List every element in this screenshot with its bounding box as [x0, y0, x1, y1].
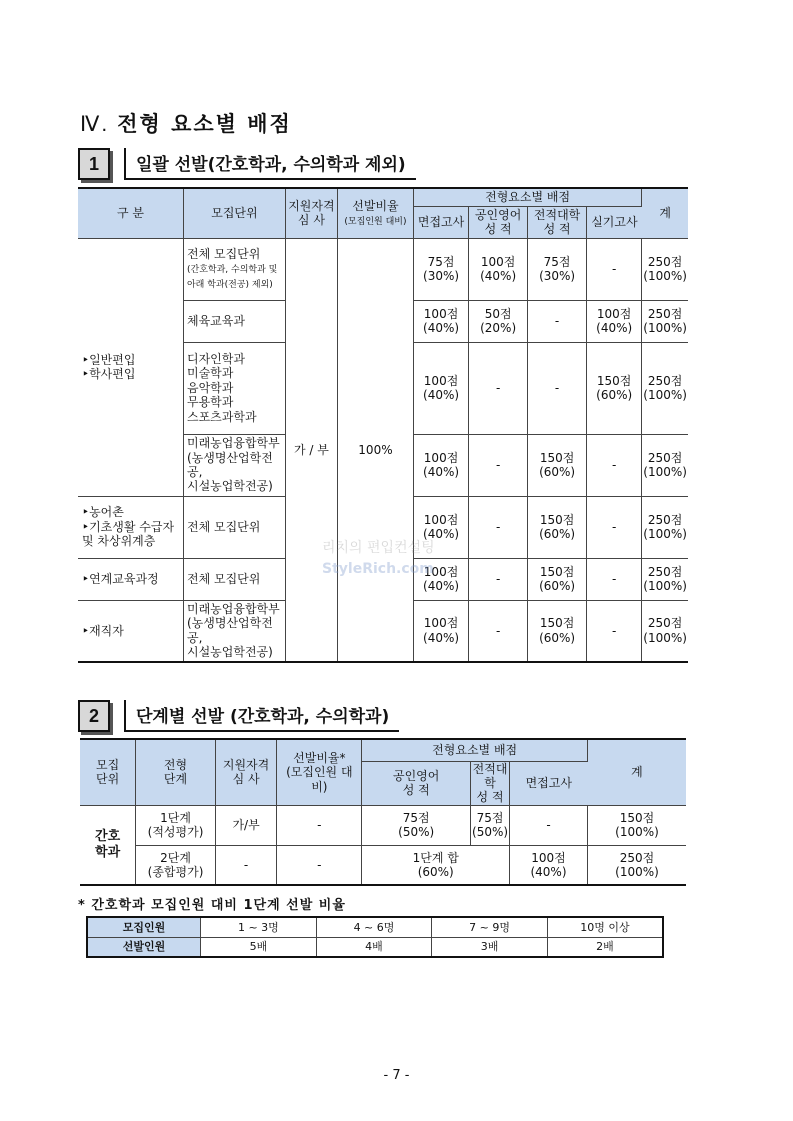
- english-cell: 75점 (50%): [362, 805, 471, 845]
- recruit-count-label: 모집인원: [87, 917, 201, 937]
- interview-cell: 100점 (40%): [413, 434, 468, 496]
- group-farm: ‣농어촌 ‣기초생활 수급자 및 차상위계층: [78, 496, 183, 558]
- section1-number: 1: [78, 148, 110, 180]
- recruit-count-cell: 4 ~ 6명: [316, 917, 432, 937]
- select-count-cell: 2배: [547, 937, 663, 957]
- total-cell: 250점 (100%): [642, 496, 688, 558]
- interview-cell: 100점 (40%): [413, 558, 468, 600]
- group-linked: ‣연계교육과정: [78, 558, 183, 600]
- unit-cell: 디자인학과 미술학과 음악학과 무용학과 스포츠과학과: [183, 342, 285, 434]
- unit-cell: 미래농업융합학부 (농생명산업학전공, 시설농업학전공): [183, 434, 285, 496]
- select-count-label: 선발인원: [87, 937, 201, 957]
- english-cell: -: [469, 434, 528, 496]
- total-cell: 250점 (100%): [642, 300, 688, 342]
- recruit-count-cell: 10명 이상: [547, 917, 663, 937]
- prev-college-cell: 150점 (60%): [528, 496, 587, 558]
- unit-cell: 미래농업융합학부 (농생명산업학전공, 시설농업학전공): [183, 600, 285, 662]
- ratio-value: 100%: [337, 238, 413, 662]
- total-cell: 250점 (100%): [587, 845, 686, 885]
- english-cell: -: [469, 558, 528, 600]
- interview-cell: -: [510, 805, 588, 845]
- header-interview: 면접고사: [413, 206, 468, 238]
- section1-title: 일괄 선발(간호학과, 수의학과 제외): [124, 148, 416, 180]
- s2-header-ratio: 선발비율* (모집인원 대비): [277, 739, 362, 805]
- section2-title: 단계별 선발 (간호학과, 수의학과): [124, 700, 399, 732]
- s2-header-stage: 전형 단계: [136, 739, 216, 805]
- prev-college-cell: -: [528, 342, 587, 434]
- practical-cell: -: [587, 496, 642, 558]
- chapter-title: [80, 108, 292, 138]
- english-cell: 50점 (20%): [469, 300, 528, 342]
- english-cell: -: [469, 342, 528, 434]
- total-cell: 250점 (100%): [642, 600, 688, 662]
- practical-cell: 150점 (60%): [587, 342, 642, 434]
- interview-cell: 75점 (30%): [413, 238, 468, 300]
- interview-cell: 100점 (40%): [413, 496, 468, 558]
- section1-table: [78, 187, 688, 663]
- total-cell: 150점 (100%): [587, 805, 686, 845]
- total-cell: 250점 (100%): [642, 238, 688, 300]
- ratio-cell: -: [277, 845, 362, 885]
- header-total: 계: [642, 188, 688, 238]
- group-general: ‣일반편입 ‣학사편입: [78, 238, 183, 496]
- section2-number: 2: [78, 700, 110, 732]
- header-elements: 전형요소별 배점: [413, 188, 641, 206]
- prev-college-cell: 150점 (60%): [528, 558, 587, 600]
- table-row: [80, 805, 686, 845]
- s2-header-unit: 모집 단위: [80, 739, 136, 805]
- practical-cell: 100점 (40%): [587, 300, 642, 342]
- practical-cell: -: [587, 558, 642, 600]
- header-unit: 모집단위: [183, 188, 285, 238]
- table-row: [80, 845, 686, 885]
- ratio-table: [86, 916, 664, 958]
- watermark-line2: StyleRich.com: [322, 561, 434, 577]
- unit-cell: 체육교육과: [183, 300, 285, 342]
- s2-header-english: 공인영어 성 적: [362, 761, 471, 805]
- watermark-line1: 리치의 편입컨설팅: [322, 540, 435, 556]
- prev-college-cell: -: [528, 300, 587, 342]
- ratio-cell: -: [277, 805, 362, 845]
- interview-cell: 100점 (40%): [413, 300, 468, 342]
- note-title: * 간호학과 모집인원 대비 1단계 선발 비율: [78, 898, 346, 913]
- interview-cell: 100점 (40%): [510, 845, 588, 885]
- section2-heading: [78, 696, 399, 732]
- qualification-cell: -: [215, 845, 276, 885]
- s2-header-interview: 면접고사: [510, 761, 588, 805]
- s2-header-prev-college: 전적대학 성 적: [471, 761, 510, 805]
- section2-table: [80, 738, 686, 886]
- recruit-count-cell: 7 ~ 9명: [432, 917, 548, 937]
- select-count-cell: 3배: [432, 937, 548, 957]
- dept-nursing: 간호 학과: [80, 805, 136, 885]
- s2-header-qualification: 지원자격 심 사: [215, 739, 276, 805]
- select-count-cell: 4배: [316, 937, 432, 957]
- english-cell: -: [469, 600, 528, 662]
- total-cell: 250점 (100%): [642, 434, 688, 496]
- header-category: 구 분: [78, 188, 183, 238]
- practical-cell: -: [587, 600, 642, 662]
- s2-header-total: 계: [587, 739, 686, 805]
- total-cell: 250점 (100%): [642, 558, 688, 600]
- english-cell: 100점 (40%): [469, 238, 528, 300]
- english-cell: -: [469, 496, 528, 558]
- table-row: [78, 238, 688, 300]
- page-number: - 7 -: [383, 1068, 410, 1083]
- prev-college-cell: 150점 (60%): [528, 600, 587, 662]
- stage-cell: 2단계 (종합평가): [136, 845, 216, 885]
- merged-stage1-cell: 1단계 합 (60%): [362, 845, 510, 885]
- stage-cell: 1단계 (적성평가): [136, 805, 216, 845]
- unit-cell: 전체 모집단위: [183, 558, 285, 600]
- unit-cell: 전체 모집단위 (간호학과, 수의학과 및 아래 학과(전공) 제외): [183, 238, 285, 300]
- chapter-title-text: 전형 요소별 배점: [117, 112, 292, 136]
- interview-cell: 100점 (40%): [413, 342, 468, 434]
- practical-cell: -: [587, 434, 642, 496]
- group-employee: ‣재직자: [78, 600, 183, 662]
- header-qualification: 지원자격 심 사: [285, 188, 337, 238]
- section1-heading: [78, 144, 416, 180]
- total-cell: 250점 (100%): [642, 342, 688, 434]
- s2-header-elements: 전형요소별 배점: [362, 739, 588, 761]
- header-practical: 실기고사: [587, 206, 642, 238]
- unit-cell: 전체 모집단위: [183, 496, 285, 558]
- select-count-cell: 5배: [201, 937, 317, 957]
- header-prev-college: 전적대학 성 적: [528, 206, 587, 238]
- qualification-cell: 가/부: [215, 805, 276, 845]
- header-english: 공인영어 성 적: [469, 206, 528, 238]
- practical-cell: -: [587, 238, 642, 300]
- qualification-value: 가 / 부: [285, 238, 337, 662]
- prev-college-cell: 75점 (30%): [528, 238, 587, 300]
- prev-college-cell: 150점 (60%): [528, 434, 587, 496]
- chapter-number: Ⅳ.: [80, 113, 110, 136]
- prev-college-cell: 75점 (50%): [471, 805, 510, 845]
- table-row: [87, 917, 663, 937]
- interview-cell: 100점 (40%): [413, 600, 468, 662]
- recruit-count-cell: 1 ~ 3명: [201, 917, 317, 937]
- table-row: [87, 937, 663, 957]
- header-ratio: 선발비율 (모집인원 대비): [337, 188, 413, 238]
